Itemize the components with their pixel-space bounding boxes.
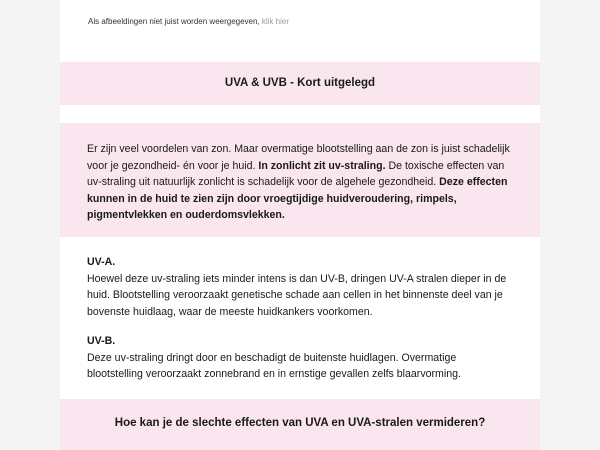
intro-text-2: De toxische effecten van uv-straling uit natuurlijk zonlicht is schadelijk voor de algehele gezondheid. [87,159,505,188]
question-heading: Hoe kan je de slechte effecten van UVA en UVA-stralen vermideren? [114,417,486,429]
title-banner [60,62,540,105]
intro-bold-2: Deze effecten kunnen in de huid te zien zijn door vroegtijdige huidveroudering, rimpels, pigmentvlekken en ouderdomsvlekken. [87,176,508,221]
uvb-section [87,333,515,383]
page-title: UVA & UVB - Kort uitgelegd [224,77,376,89]
preheader [88,17,289,26]
intro-bold-1: In zonlicht zit uv-straling. [258,159,386,172]
uva-heading: UV-A. [87,256,116,268]
preheader-text: Als afbeeldingen niet juist worden weergegeven, [88,17,260,26]
view-online-link[interactable]: klik hier [261,17,290,26]
intro-section [60,123,540,237]
intro-text-1: Er zijn veel voordelen van zon. Maar overmatige blootstelling aan de zon is juist schadelijk voor je gezondheid- én voor je huid. [87,143,510,172]
intro-paragraph [87,141,514,224]
uvb-heading: UV-B. [87,335,116,347]
question-banner [60,399,540,450]
uva-section [87,254,515,320]
uvb-body: Deze uv-straling dringt door en beschadigt de buitenste huidlagen. Overmatige blootstelling veroorzaakt zonnebrand en in ernstige gevallen zelfs blaarvorming. [87,351,461,380]
uva-body: Hoewel deze uv-straling iets minder intens is dan UV-B, dringen UV-A stralen dieper in de huid. Blootstelling veroorzaakt genetische schade aan cellen in het binnenste deel van je bovenste huidlaag, waar de meeste huidkankers voorkomen. [87,272,507,318]
